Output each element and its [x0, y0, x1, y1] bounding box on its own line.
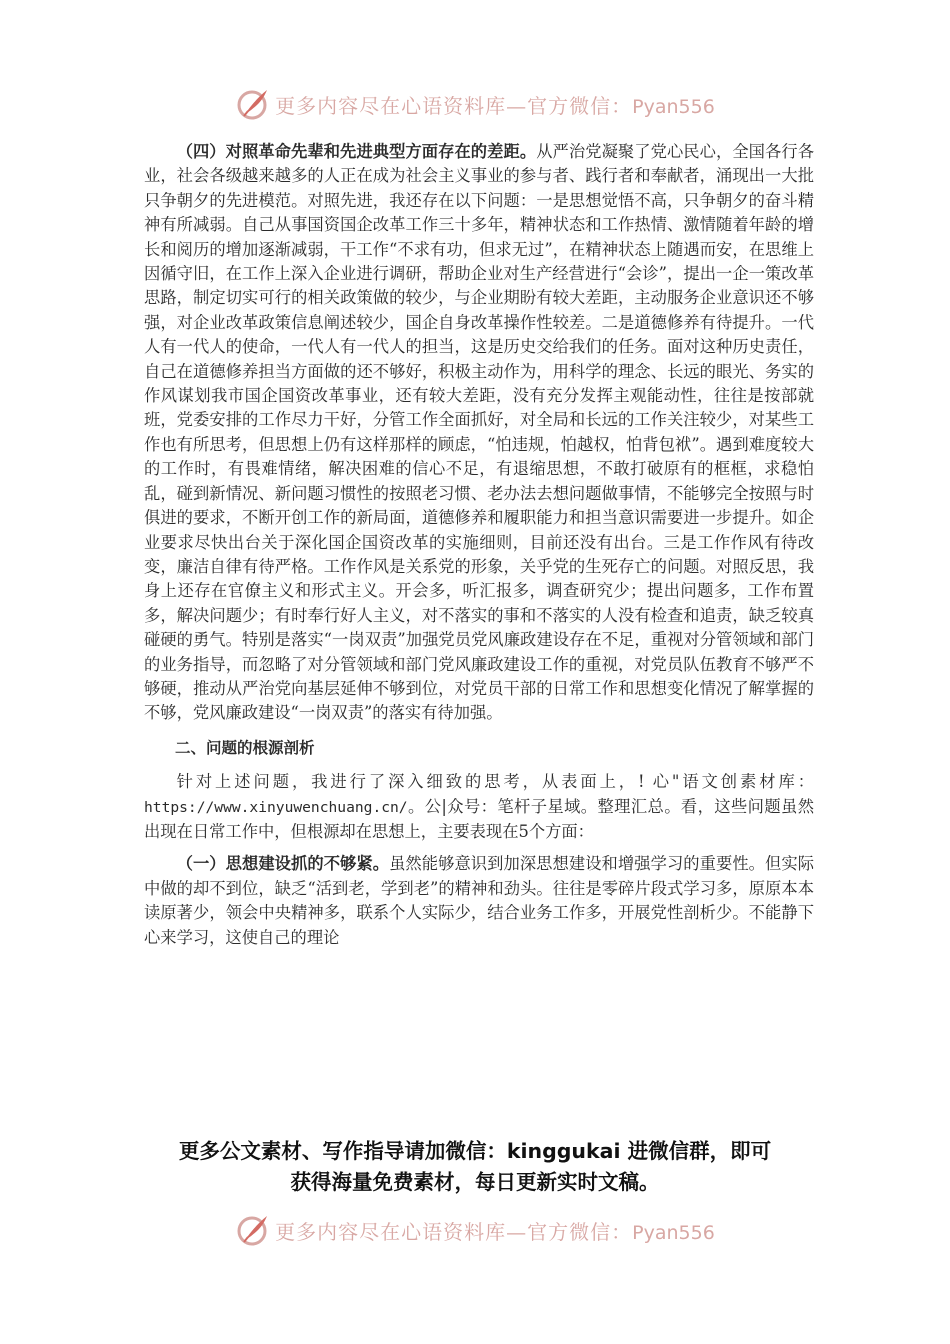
source-url: https://www.xinyuwenchuang.cn/: [144, 798, 408, 816]
promo-line-2: 获得海量免费素材，每日更新实时文稿。: [290, 1170, 660, 1194]
document-body: [144, 140, 814, 950]
quill-logo-icon: [235, 86, 271, 122]
watermark-top: [0, 84, 950, 124]
section-two-heading: 二、问题的根源剖析: [175, 738, 315, 757]
subsection-1-lead: （一）思想建设抓的不够紧。: [176, 854, 390, 874]
quill-logo-icon: [235, 1212, 271, 1248]
subsection-1-body: 虽然能够意识到加深思想建设和增强学习的重要性。但实际中做的却不到位，缺乏“活到老，学到老”的精神和劲头。往往是零碎片段式学习多，原原本本读原著少，领会中央精神多，联系个人实际少，结合业务工作多，开展党性剖析少。不能静下心来学习，这使自己的理论: [144, 854, 814, 947]
subsection-1-paragraph: [144, 852, 814, 950]
watermark-text: 更多内容尽在心语资料库—官方微信：Pyan556: [275, 93, 715, 118]
watermark-bottom: [0, 1210, 950, 1250]
intro-paragraph: 针对上述问题，我进行了深入细致的思考，从表面上，! 心"语文创素材库：https://www.xinyuwenchuang.cn/。公|众号：笔杆子星域。整理汇总。看，这些问题虽然出现在日常工作中，但根源却在思想上，主要表现在5个方面：: [144, 772, 814, 841]
watermark-text: 更多内容尽在心语资料库—官方微信：Pyan556: [275, 1219, 715, 1244]
promo-banner: [60, 1136, 890, 1198]
section-4-lead: （四）对照革命先辈和先进典型方面存在的差距。: [176, 142, 537, 161]
promo-line-1: 更多公文素材、写作指导请加微信：kinggukai 进微信群，即可: [178, 1139, 772, 1163]
section-4-body: 从严治党凝聚了党心民心，全国各行各业，社会各级越来越多的人正在成为社会主义事业的参与者、践行者和奉献者，涌现出一大批只争朝夕的先进模范。对照先进，我还存在以下问题：一是思想觉悟不高，只争朝夕的奋斗精神有所减弱。自己从事国资国企改革工作三十多年，精神状态和工作热情、激情随着年龄的增长和阅历的增加逐渐减弱，干工作“不求有功，但求无过”，在精神状态上随遇而安，在思维上因循守旧，在工作上深入企业进行调研，帮助企业对生产经营进行“会诊”，提出一企一策改革思路，制定切实可行的相关政策做的较少，与企业期盼有较大差距，主动服务企业意识还不够强，对企业改革政策信息阐述较少，国企自身改革操作性较差。二是道德修养有待提升。一代人有一代人的使命，一代人有一代人的担当，这是历史交给我们的任务。面对这种历史责任，自己在道德修养担当方面做的还不够好，积极主动作为，用科学的理念、长远的眼光、务实的作风谋划我市国企国资改革事业，还有较大差距，没有充分发挥主观能动性，往往是按部就班，党委安排的工作尽力干好，分管工作全面抓好，对全局和长远的工作关注较少，对某些工作也有所思考，但思想上仍有这样那样的顾虑，“怕违规，怕越权，怕背包袱”。遇到难度较大的工作时，有畏难情绪，解决困难的信心不足，有退缩思想，不敢打破原有的框框，求稳怕乱，碰到新情况、新问题习惯性的按照老习惯、老办法去想问题做事情，不能够完全按照与时俱进的要求，不断开创工作的新局面，道德修养和履职能力和担当意识需要进一步提升。如企业要求尽快出台关于深化国企国资改革的实施细则，目前还没有出台。三是工作作风有待改变，廉洁自律有待严格。工作作风是关系党的形象，关乎党的生死存亡的问题。对照反思，我身上还存在官僚主义和形式主义。开会多，听汇报多，调查研究少；提出问题多，工作布置多，解决问题少；有时奉行好人主义，对不落实的事和不落实的人没有检查和追责，缺乏较真碰硬的勇气。特别是落实“一岗双责”加强党员党风廉政建设存在不足，重视对分管领域和部门的业务指导，而忽略了对分管领域和部门党风廉政建设工作的重视，对党员队伍教育不够严不够硬，推动从严治党向基层延伸不够到位，对党员干部的日常工作和思想变化情况了解掌握的不够，党风廉政建设“一岗双责”的落实有待加强。: [144, 142, 814, 723]
section-4-paragraph: [144, 140, 814, 726]
